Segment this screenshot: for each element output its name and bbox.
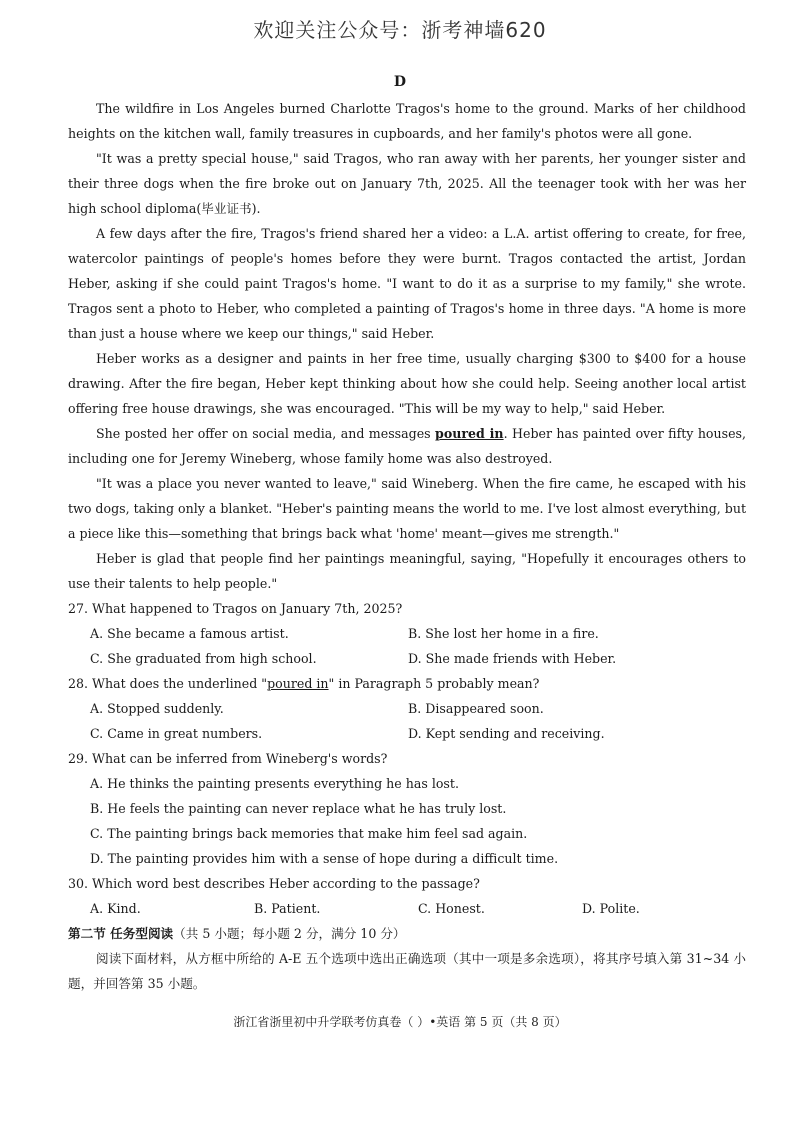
q30-option-d: D. Polite. [582, 901, 640, 916]
q29-option-b: B. He feels the painting can never replace what he has truly lost. [90, 801, 507, 816]
q29-option-c: C. The painting brings back memories that make him feel sad again. [90, 826, 528, 841]
question-28-options-row-1 [68, 696, 746, 721]
passage-body [68, 96, 746, 996]
q28-option-d: D. Kept sending and receiving. [408, 726, 605, 741]
question-30-options [68, 896, 746, 921]
watermark: 欢迎关注公众号：浙考神墙620 [253, 18, 547, 42]
paragraph-3: A few days after the fire, Tragos's friend shared her a video: a L.A. artist offering to create, for free, watercolor paintings of people's homes before they were burnt. Tragos contacted the artist, Jordan Heber, asking if she could paint Tragos's home. "I want to do it as a surprise to my family," she wrote. Tragos sent a photo to Heber, who completed a painting of Tragos's home in three days. "A home is more than just a house where we keep our things," said Heber. [68, 226, 746, 341]
section-2-title: 第二节 任务型阅读 [68, 926, 174, 941]
q30-option-c: C. Honest. [418, 901, 485, 916]
section-2-heading [68, 921, 746, 946]
q28-stem-after: " in Paragraph 5 probably mean? [328, 676, 540, 691]
q27-option-a: A. She became a famous artist. [90, 626, 289, 641]
section-2-instruction: 阅读下面材料，从方框中所给的 A-E 五个选项中选出正确选项（其中一项是多余选项），将其序号填入第 31~34 小题，并回答第 35 小题。 [68, 951, 746, 991]
question-30-stem: 30. Which word best describes Heber according to the passage? [68, 876, 480, 891]
p5-text-before: She posted her offer on social media, and messages [96, 426, 436, 441]
section-letter: D [393, 74, 407, 90]
paragraph-5 [68, 421, 746, 471]
question-27-stem: 27. What happened to Tragos on January 7th, 2025? [68, 601, 403, 616]
paragraph-2: "It was a pretty special house," said Tragos, who ran away with her parents, her younger sister and their three dogs when the fire broke out on January 7th, 2025. All the teenager took with her was her high school diploma(毕业证书). [68, 151, 746, 216]
paragraph-4: Heber works as a designer and paints in her free time, usually charging $300 to $400 for a house drawing. After the fire began, Heber kept thinking about how she could help. Seeing another local artist offering free house drawings, she was encouraged. "This will be my way to help," said Heber. [68, 351, 746, 416]
paragraph-1: The wildfire in Los Angeles burned Charlotte Tragos's home to the ground. Marks of her childhood heights on the kitchen wall, family treasures in cupboards, and her family's photos were all gone. [68, 101, 746, 141]
p5-text-after: . Heber has painted over fifty houses, including one for Jeremy Wineberg, whose family home was also destroyed. [68, 426, 747, 466]
q28-stem-before: 28. What does the underlined " [68, 676, 268, 691]
page-footer: 浙江省浙里初中升学联考仿真卷（ ）•英语 第 5 页（共 8 页） [233, 1015, 567, 1029]
q30-option-b: B. Patient. [254, 901, 321, 916]
question-27-options-row-1 [68, 621, 746, 646]
question-28-stem [68, 671, 746, 696]
q27-option-d: D. She made friends with Heber. [408, 651, 617, 666]
question-27-options-row-2 [68, 646, 746, 671]
q28-option-b: B. Disappeared soon. [408, 701, 544, 716]
q27-option-b: B. She lost her home in a fire. [408, 626, 599, 641]
section-2-note: （共 5 小题；每小题 2 分，满分 10 分） [173, 926, 406, 941]
q28-option-a: A. Stopped suddenly. [90, 701, 224, 716]
q29-option-d: D. The painting provides him with a sense of hope during a difficult time. [90, 851, 559, 866]
q27-option-c: C. She graduated from high school. [90, 651, 317, 666]
q28-underlined: poured in [267, 676, 329, 691]
paragraph-6: "It was a place you never wanted to leave," said Wineberg. When the fire came, he escaped with his two dogs, taking only a blanket. "Heber's painting means the world to me. I've lost almost everything, but a piece like this—something that brings back what 'home' meant—gives me strength." [68, 476, 747, 541]
question-29-stem: 29. What can be inferred from Wineberg's words? [68, 751, 388, 766]
q29-option-a: A. He thinks the painting presents everything he has lost. [90, 776, 459, 791]
underlined-phrase: poured in [435, 426, 504, 441]
question-28-options-row-2 [68, 721, 746, 746]
q28-option-c: C. Came in great numbers. [90, 726, 263, 741]
paragraph-7: Heber is glad that people find her paintings meaningful, saying, "Hopefully it encourages others to use their talents to help people." [68, 551, 746, 591]
q30-option-a: A. Kind. [90, 901, 141, 916]
